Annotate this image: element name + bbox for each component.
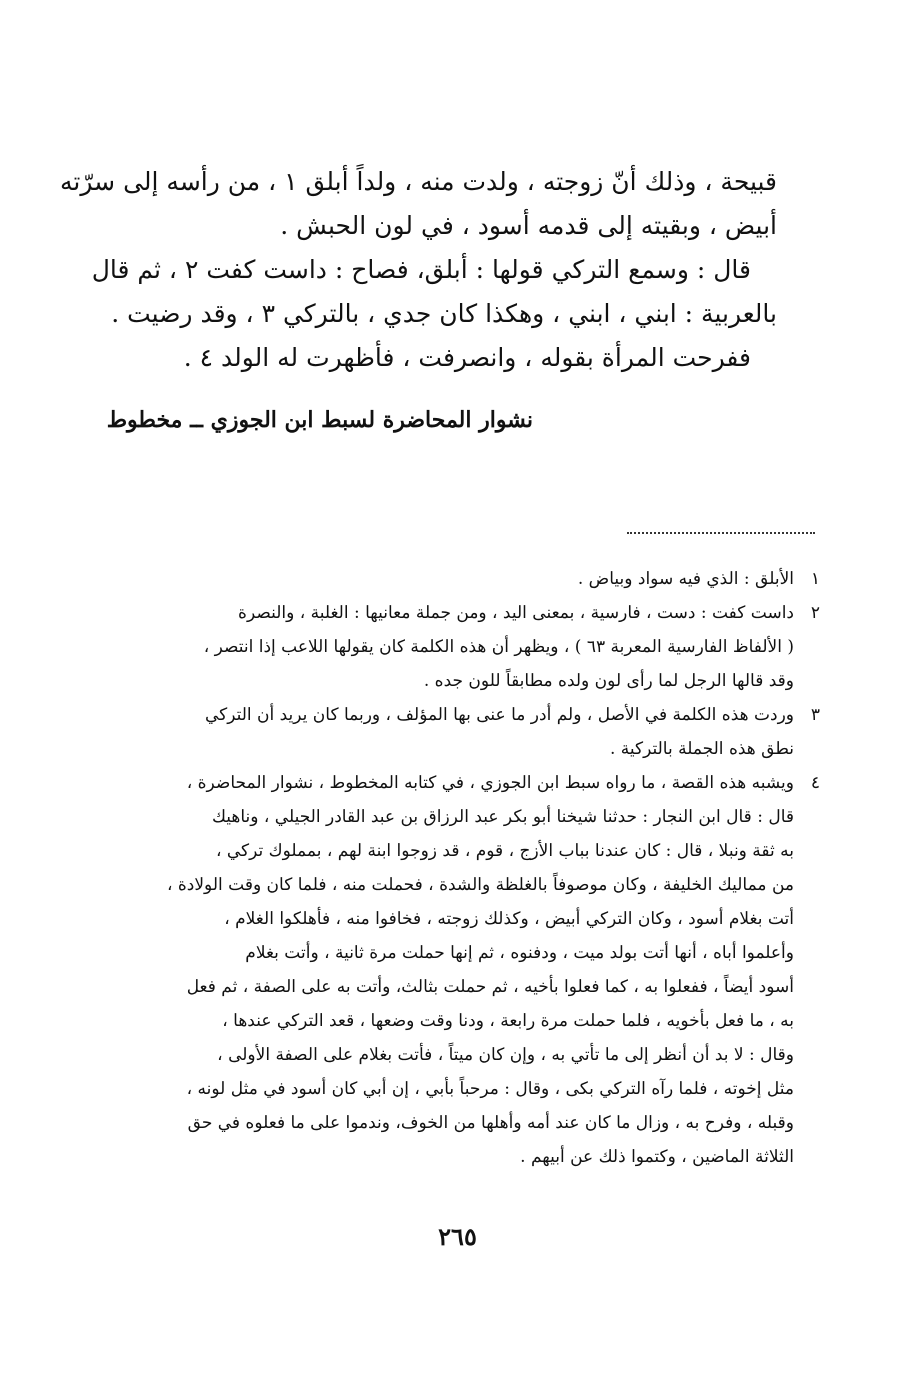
- footnote-3: [150, 698, 820, 766]
- main-text: [60, 160, 777, 380]
- footnote-divider: [627, 532, 815, 534]
- footnote-line: وقبله ، وفرح به ، وزال ما كان عند أمه وأهلها من الخوف، وندموا على ما فعلوه في حق: [187, 1113, 794, 1133]
- footnote-number: ٢: [810, 603, 820, 623]
- footnote-line: نطق هذه الجملة بالتركية .: [609, 739, 794, 759]
- source-citation: نشوار المحاضرة لسبط ابن الجوزي ــ مخطوط: [106, 407, 533, 433]
- main-text-line: ففرحت المرأة بقوله ، وانصرفت ، فأظهرت له الولد ٤ .: [183, 343, 751, 372]
- footnote-line: من مماليك الخليفة ، وكان موصوفاً بالغلظة والشدة ، فحملت منه ، فلما كان وقت الولادة ،: [166, 875, 794, 895]
- footnote-line: وردت هذه الكلمة في الأصل ، ولم أدر ما عنى بها المؤلف ، وربما كان يريد أن التركي: [204, 705, 794, 725]
- footnote-line: وقال : لا بد أن أنظر إلى ما تأتي به ، وإن كان ميتاً ، فأتت بغلام على الصفة الأولى ،: [217, 1045, 794, 1065]
- footnote-line: ويشبه هذه القصة ، ما رواه سبط ابن الجوزي ، في كتابه المخطوط ، نشوار المحاضرة ،: [186, 773, 794, 793]
- footnote-4: [150, 766, 820, 1174]
- main-text-line: قبيحة ، وذلك أنّ زوجته ، ولدت منه ، ولداً أبلق ١ ، من رأسه إلى سرّته: [60, 167, 777, 196]
- footnotes: [150, 562, 820, 1174]
- main-text-line: بالعربية : ابني ، ابني ، وهكذا كان جدي ، بالتركي ٣ ، وقد رضيت .: [111, 299, 777, 328]
- footnote-line: ( الألفاظ الفارسية المعربة ٦٣ ) ، ويظهر أن هذه الكلمة كان يقولها اللاعب إذا انتصر ،: [203, 637, 794, 657]
- footnote-line: الأبلق : الذي فيه سواد وبياض .: [577, 569, 794, 589]
- footnote-line: به ثقة ونبلا ، قال : كان عندنا بباب الأزج ، قوم ، قد زوجوا ابنة لهم ، بمملوك تركي ،: [215, 841, 794, 861]
- footnote-line: مثل إخوته ، فلما رآه التركي بكى ، وقال : مرحباً بأبي ، إن أبي كان أسود في مثل لونه ،: [186, 1079, 794, 1099]
- footnote-1: [150, 562, 820, 596]
- footnote-line: قال : قال ابن النجار : حدثنا شيخنا أبو بكر عبد الرزاق بن عبد القادر الجيلي ، وناهيك: [211, 807, 794, 827]
- footnote-number: ٤: [810, 773, 820, 793]
- footnote-number: ١: [810, 569, 820, 589]
- footnote-line: وقد قالها الرجل لما رأى لون ولده مطابقاً للون جده .: [423, 671, 794, 691]
- footnote-line: أسود أيضاً ، ففعلوا به ، كما فعلوا بأخيه ، ثم حملت بثالث، وأتت به على الصفة ، ثم فعل: [186, 977, 794, 997]
- footnote-line: أتت بغلام أسود ، وكان التركي أبيض ، وكذلك زوجته ، فخافوا منه ، فأهلكوا الغلام ،: [224, 909, 794, 929]
- footnote-line: به ، ما فعل بأخويه ، فلما حملت مرة رابعة ، ودنا وقت وضعها ، قعد التركي عندها ،: [222, 1011, 794, 1031]
- footnote-line: الثلاثة الماضين ، وكتموا ذلك عن أبيهم .: [520, 1147, 794, 1167]
- footnote-line: داست كفت : دست ، فارسية ، بمعنى اليد ، ومن جملة معانيها : الغلبة ، والنصرة: [238, 603, 794, 623]
- footnote-line: وأعلموا أباه ، أنها أتت بولد ميت ، ودفنوه ، ثم إنها حملت مرة ثانية ، وأتت بغلام: [245, 943, 794, 963]
- footnote-number: ٣: [810, 705, 820, 725]
- main-text-line: قال : وسمع التركي قولها : أبلق، فصاح : داست كفت ٢ ، ثم قال: [91, 255, 751, 284]
- page-number: ٢٦٥: [438, 1222, 477, 1251]
- main-text-line: أبيض ، وبقيته إلى قدمه أسود ، في لون الحبش .: [280, 211, 777, 240]
- footnote-2: [150, 596, 820, 698]
